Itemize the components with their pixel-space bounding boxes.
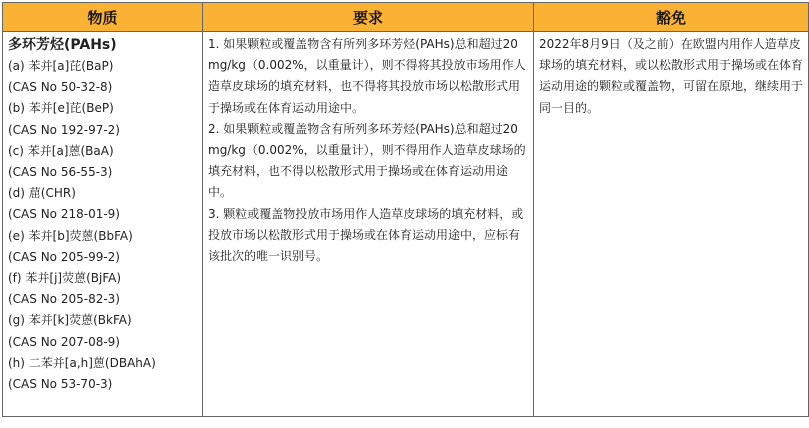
table-row [3, 32, 809, 417]
substance-line: (CAS No 56-55-3) [8, 165, 113, 180]
exemption-text: 2022年8月9日（及之前）在欧盟内用作人造草皮球场的填充材料，或以松散形式用于操场或在体育运动用途的颗粒或覆盖物，可留在原地，继续用于同一目的。 [539, 37, 804, 115]
substance-line: (CAS No 192-97-2) [8, 122, 120, 137]
requirement-item-2: 2. 如果颗粒或覆盖物含有所列多环芳烃(PAHs)总和超过20 mg/kg（0.002%，以重量计），则不得用作人造草皮球场的填充材料，也不得以松散形式用于操场或在体育运动用途中。 [208, 121, 526, 200]
substance-cell [3, 32, 203, 417]
exemption-cell [534, 32, 809, 417]
substance-line: (f) 苯并[j]荧蒽(BjFA) [8, 271, 122, 286]
substance-line: (CAS No 207-08-9) [8, 334, 120, 349]
substance-line: (CAS No 205-82-3) [8, 292, 120, 307]
requirement-item-1: 1. 如果颗粒或覆盖物含有所列多环芳烃(PAHs)总和超过20 mg/kg（0.002%，以重量计），则不得将其投放市场用作人造草皮球场的填充材料，也不得将其投放市场以松散形式用于操场或在体育运动用途中。 [208, 37, 526, 115]
substance-line: (CAS No 53-70-3) [8, 377, 113, 392]
substance-line: (g) 苯并[k]荧蒽(BkFA) [8, 313, 132, 328]
substance-line: (CAS No 218-01-9) [8, 207, 120, 222]
requirement-cell [203, 32, 534, 417]
header-substance: 物质 [3, 3, 203, 32]
substance-line: (h) 二苯并[a,h]蒽(DBAhA) [8, 355, 156, 370]
substance-title: 多环芳烃(PAHs) [8, 37, 117, 53]
regulation-table [2, 2, 809, 417]
substance-line: (a) 苯并[a]芘(BaP) [8, 59, 114, 73]
substance-line: (c) 苯并[a]蒽(BaA) [8, 143, 114, 158]
header-exemption: 豁免 [534, 3, 809, 32]
requirement-item-3: 3. 颗粒或覆盖物投放市场用作人造草皮球场的填充材料，或投放市场以松散形式用于操场或在体育运动用途中，应标有该批次的唯一识别号。 [208, 206, 524, 264]
header-requirement: 要求 [203, 3, 534, 32]
substance-line: (e) 苯并[b]荧蒽(BbFA) [8, 228, 133, 243]
header-row [3, 3, 809, 32]
substance-line: (CAS No 205-99-2) [8, 249, 120, 264]
substance-line: (CAS No 50-32-8) [8, 80, 113, 95]
substance-line: (d) 䓛(CHR) [8, 186, 76, 201]
substance-line: (b) 苯并[e]芘(BeP) [8, 101, 114, 116]
